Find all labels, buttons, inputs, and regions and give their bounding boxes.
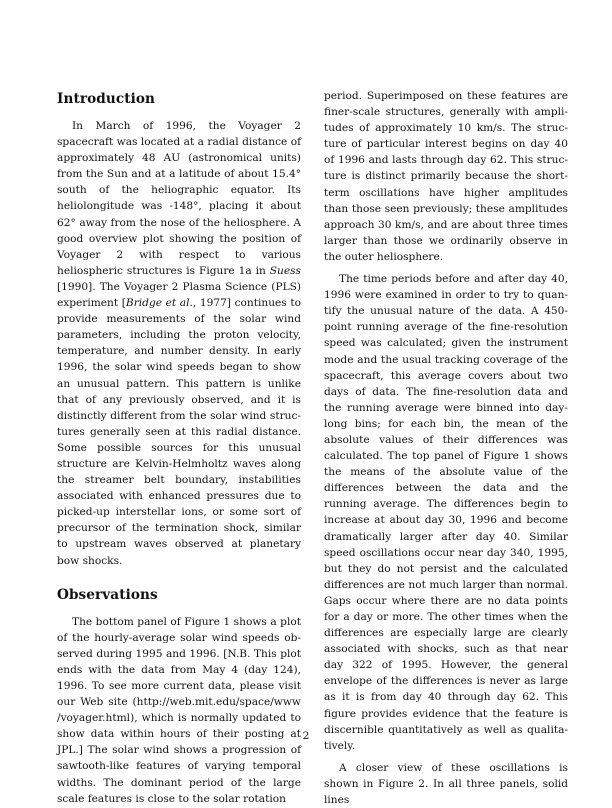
section-spacer [57,569,301,584]
continued-paragraph: period. Superimposed on these features are finer-scale structures, generally with amplitudes of approximately 10 km/s. The structure of particular interest begins on day 40 of 1996 and lasts through day 62. This structure is distinct primarily because the short-term oscillations have higher amplitudes than those seen previously; these amplitudes approach 30 km/s, and are about three times larger than those we ordinarily observe in the outer heliosphere. [324,90,568,263]
citation-suess: Suess [269,264,301,277]
page-number: 2 [302,730,310,742]
right-column [324,88,568,808]
intro-text-1: In March of 1996, the Voyager 2 spacecraft was located at a radial distance of approximately 48 AU (astronomical units) from the Sun and at a latitude of about 15.4° south of the heliographic equator. Its heliolongitude was -148°, placing it about 62° away from the nose of the heliosphere. A good overview plot showing the position of Voyager 2 with respect to various heliospheric structures is Figure 1a in [57,120,301,277]
intro-text-3: , 1977] continues to provide measurements of the solar wind parameters, including the proton velocity, temperature, and number density. In early 1996, the solar wind speeds began to show an unusual pattern. This pattern is unlike that of any previously observed, and it is distinctly different from the solar wind structures generally seen at this radial distance. Some possible sources for this unusual structure are Kelvin-Helmholtz waves along the streamer belt boundary, instabilities associated with enhanced pressures due to picked-up interstellar ions, or some sort of precursor of the termination shock, similar to upstream waves observed at planetary bow shocks. [57,297,301,567]
introduction-paragraph [57,118,301,569]
observations-paragraph: The bottom panel of Figure 1 shows a plot of the hourly-average solar wind speeds observed during 1995 and 1996. [N.B. This plot ends with the data from May 4 (day 124), 1996. To see more current data, please visit our Web site (http://web.mit.edu/space/www /voyager.html), which is normally updated to show data within hours of their posting at JPL.] The solar wind shows a progression of sawtooth-like features of varying temporal widths. The dominant period of the large scale features is close to the solar rotation [57,615,301,805]
introduction-heading: Introduction [57,91,156,107]
intro-text-2: [1990]. The Voyager 2 Plasma Science (PLS) experiment [ [57,280,301,310]
citation-bridge: Bridge et al. [125,297,193,310]
analysis-paragraph: The time periods before and after day 40, 1996 were examined in order to try to quantify the unusual nature of the data. A 450-point running average of the fine-resolution speed was calculated; given the instrument mode and the usual tracking coverage of the spacecraft, this average covers about two days of data. The fine-resolution data and the running average were binned into day-long bins; for each bin, the mean of the absolute values of their differences was calculated. The top panel of Figure 1 shows the means of the absolute value of the differences between the data and the running average. The differences begin to increase at about day 30, 1996 and become dramatically larger after day 40. Similar speed oscillations occur near day 340, 1995, but they do not persist and the calculated differences are not much larger than normal. Gaps occur where there are no data points for a day or more. The other times when the differences are especially large are clearly associated with shocks, such as that near day 322 of 1995. However, the general envelope of the differences is never as large as it is from day 40 through day 62. This figure provides evidence that the feature is discernible quantitatively as well as qualitatively. [324,273,568,752]
left-column [57,88,301,807]
figure2-paragraph: A closer view of these oscillations is shown in Figure 2. In all three panels, solid lines [324,761,568,807]
observations-heading: Observations [57,586,158,603]
